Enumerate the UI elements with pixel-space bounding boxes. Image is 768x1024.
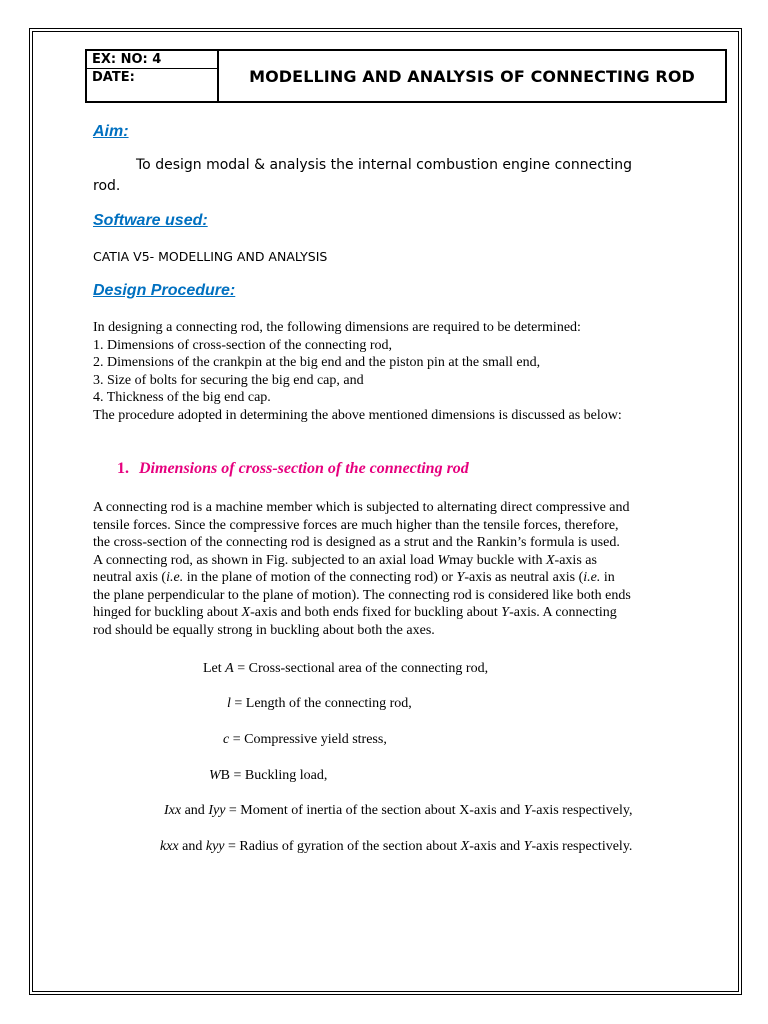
procedure-line: 3. Size of bolts for securing the big end cap, and xyxy=(93,372,364,388)
section-1-heading xyxy=(117,460,469,478)
procedure-line: 1. Dimensions of cross-section of the connecting rod, xyxy=(93,337,392,353)
body-line: rod should be equally strong in buckling about both the axes. xyxy=(93,622,435,638)
procedure-heading: Design Procedure: xyxy=(93,282,236,299)
date-cell: DATE: xyxy=(92,70,135,85)
body-line: A connecting rod, as shown in Fig. subjected to an axial load Wmay buckle with X-axis as xyxy=(93,552,597,568)
body-line: the plane perpendicular to the plane of motion). The connecting rod is considered like both ends xyxy=(93,587,631,603)
aim-line-1: To design modal & analysis the internal combustion engine connecting xyxy=(136,157,633,173)
symbol-length: l = Length of the connecting rod, xyxy=(227,696,412,711)
body-paragraph xyxy=(93,499,683,639)
procedure-list xyxy=(93,319,693,424)
software-heading: Software used: xyxy=(93,212,208,229)
symbol-buckling-load: WB = Buckling load, xyxy=(209,768,328,783)
aim-heading: Aim: xyxy=(93,123,129,140)
software-text: CATIA V5- MODELLING AND ANALYSIS xyxy=(93,249,328,264)
section-title: Dimensions of cross-section of the connecting rod xyxy=(139,460,469,477)
section-number: 1. xyxy=(117,460,129,477)
body-line: tensile forces. Since the compressive forces are much higher than the tensile forces, therefore, xyxy=(93,517,619,533)
body-line: neutral axis (i.e. in the plane of motion of the connecting rod) or Y-axis as neutral axis (i.e. in xyxy=(93,570,615,585)
body-line: hinged for buckling about X-axis and both ends fixed for buckling about Y-axis. A connecting xyxy=(93,605,617,620)
body-line: the cross-section of the connecting rod is designed as a strut and the Rankin’s formula is used. xyxy=(93,535,620,550)
ex-no-cell: EX: NO: 4 xyxy=(87,51,217,69)
procedure-line: 2. Dimensions of the crankpin at the big end and the piston pin at the small end, xyxy=(93,355,541,370)
header-left-cells xyxy=(87,51,219,101)
symbol-stress: c = Compressive yield stress, xyxy=(223,732,387,747)
header-table xyxy=(85,49,727,103)
procedure-line: 4. Thickness of the big end cap. xyxy=(93,390,271,405)
symbol-radius-gyration: kxx and kyy = Radius of gyration of the section about X-axis and Y-axis respectively. xyxy=(160,839,633,854)
symbol-area: Let A = Cross-sectional area of the connecting rod, xyxy=(203,661,489,676)
symbol-moment-inertia: Ixx and Iyy = Moment of inertia of the section about X-axis and Y-axis respectively, xyxy=(164,803,633,818)
body-line: A connecting rod is a machine member which is subjected to alternating direct compressive and xyxy=(93,500,630,515)
procedure-line: The procedure adopted in determining the above mentioned dimensions is discussed as below: xyxy=(93,407,622,423)
document-title: MODELLING AND ANALYSIS OF CONNECTING ROD xyxy=(249,66,695,86)
procedure-line: In designing a connecting rod, the following dimensions are required to be determined: xyxy=(93,320,581,335)
aim-line-2: rod. xyxy=(93,178,121,194)
